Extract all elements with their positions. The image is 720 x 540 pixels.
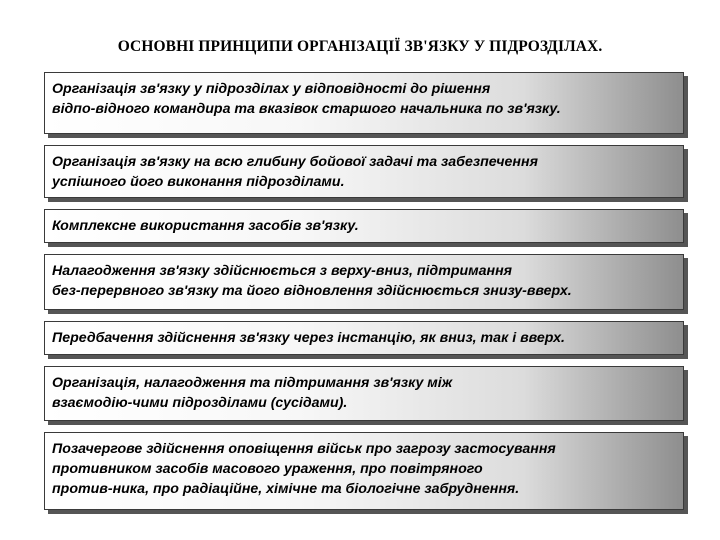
principle-2-line-2: успішного його виконання підрозділами. bbox=[52, 174, 345, 190]
principle-box-6 bbox=[44, 366, 684, 421]
principle-2-line-1: Організація зв'язку на всю глибину бойової задачі та забезпечення bbox=[52, 154, 538, 170]
principle-5-line-1: Передбачення здійснення зв'язку через інстанцію, як вниз, так і вверх. bbox=[52, 330, 565, 346]
principle-7-line-3: против-ника, про радіаційне, хімічне та біологічне забруднення. bbox=[52, 481, 520, 497]
principle-box-4 bbox=[44, 254, 684, 310]
principle-6-line-1: Організація, налагодження та підтримання зв'язку між bbox=[52, 375, 453, 391]
page-title: ОСНОВНІ ПРИНЦИПИ ОРГАНІЗАЦІЇ ЗВ'ЯЗКУ У ПІДРОЗДІЛАХ. bbox=[117, 38, 603, 55]
principle-box-1 bbox=[44, 72, 684, 134]
principle-4-line-1: Налагодження зв'язку здійснюється з верху-вниз, підтримання bbox=[52, 263, 513, 279]
principles-list bbox=[44, 72, 690, 521]
principle-1-line-2: відпо-відного командира та вказівок старшого начальника по зв'язку. bbox=[52, 101, 561, 117]
principle-box-5 bbox=[44, 321, 684, 355]
principle-box-3 bbox=[44, 209, 684, 243]
principle-3-line-1: Комплексне використання засобів зв'язку. bbox=[52, 218, 359, 234]
principle-box-7 bbox=[44, 432, 684, 510]
principle-7-line-1: Позачергове здійснення оповіщення військ про загрозу застосування bbox=[52, 441, 556, 457]
principle-box-2 bbox=[44, 145, 684, 198]
principle-7-line-2: противником засобів масового ураження, про повітряного bbox=[52, 461, 483, 477]
principle-6-line-2: взаємодію-чими підрозділами (сусідами). bbox=[52, 395, 348, 411]
principle-1-line-1: Організація зв'язку у підрозділах у відповідності до рішення bbox=[52, 81, 491, 97]
principle-4-line-2: без-перервного зв'язку та його відновлення здійснюється знизу-вверх. bbox=[52, 283, 572, 299]
